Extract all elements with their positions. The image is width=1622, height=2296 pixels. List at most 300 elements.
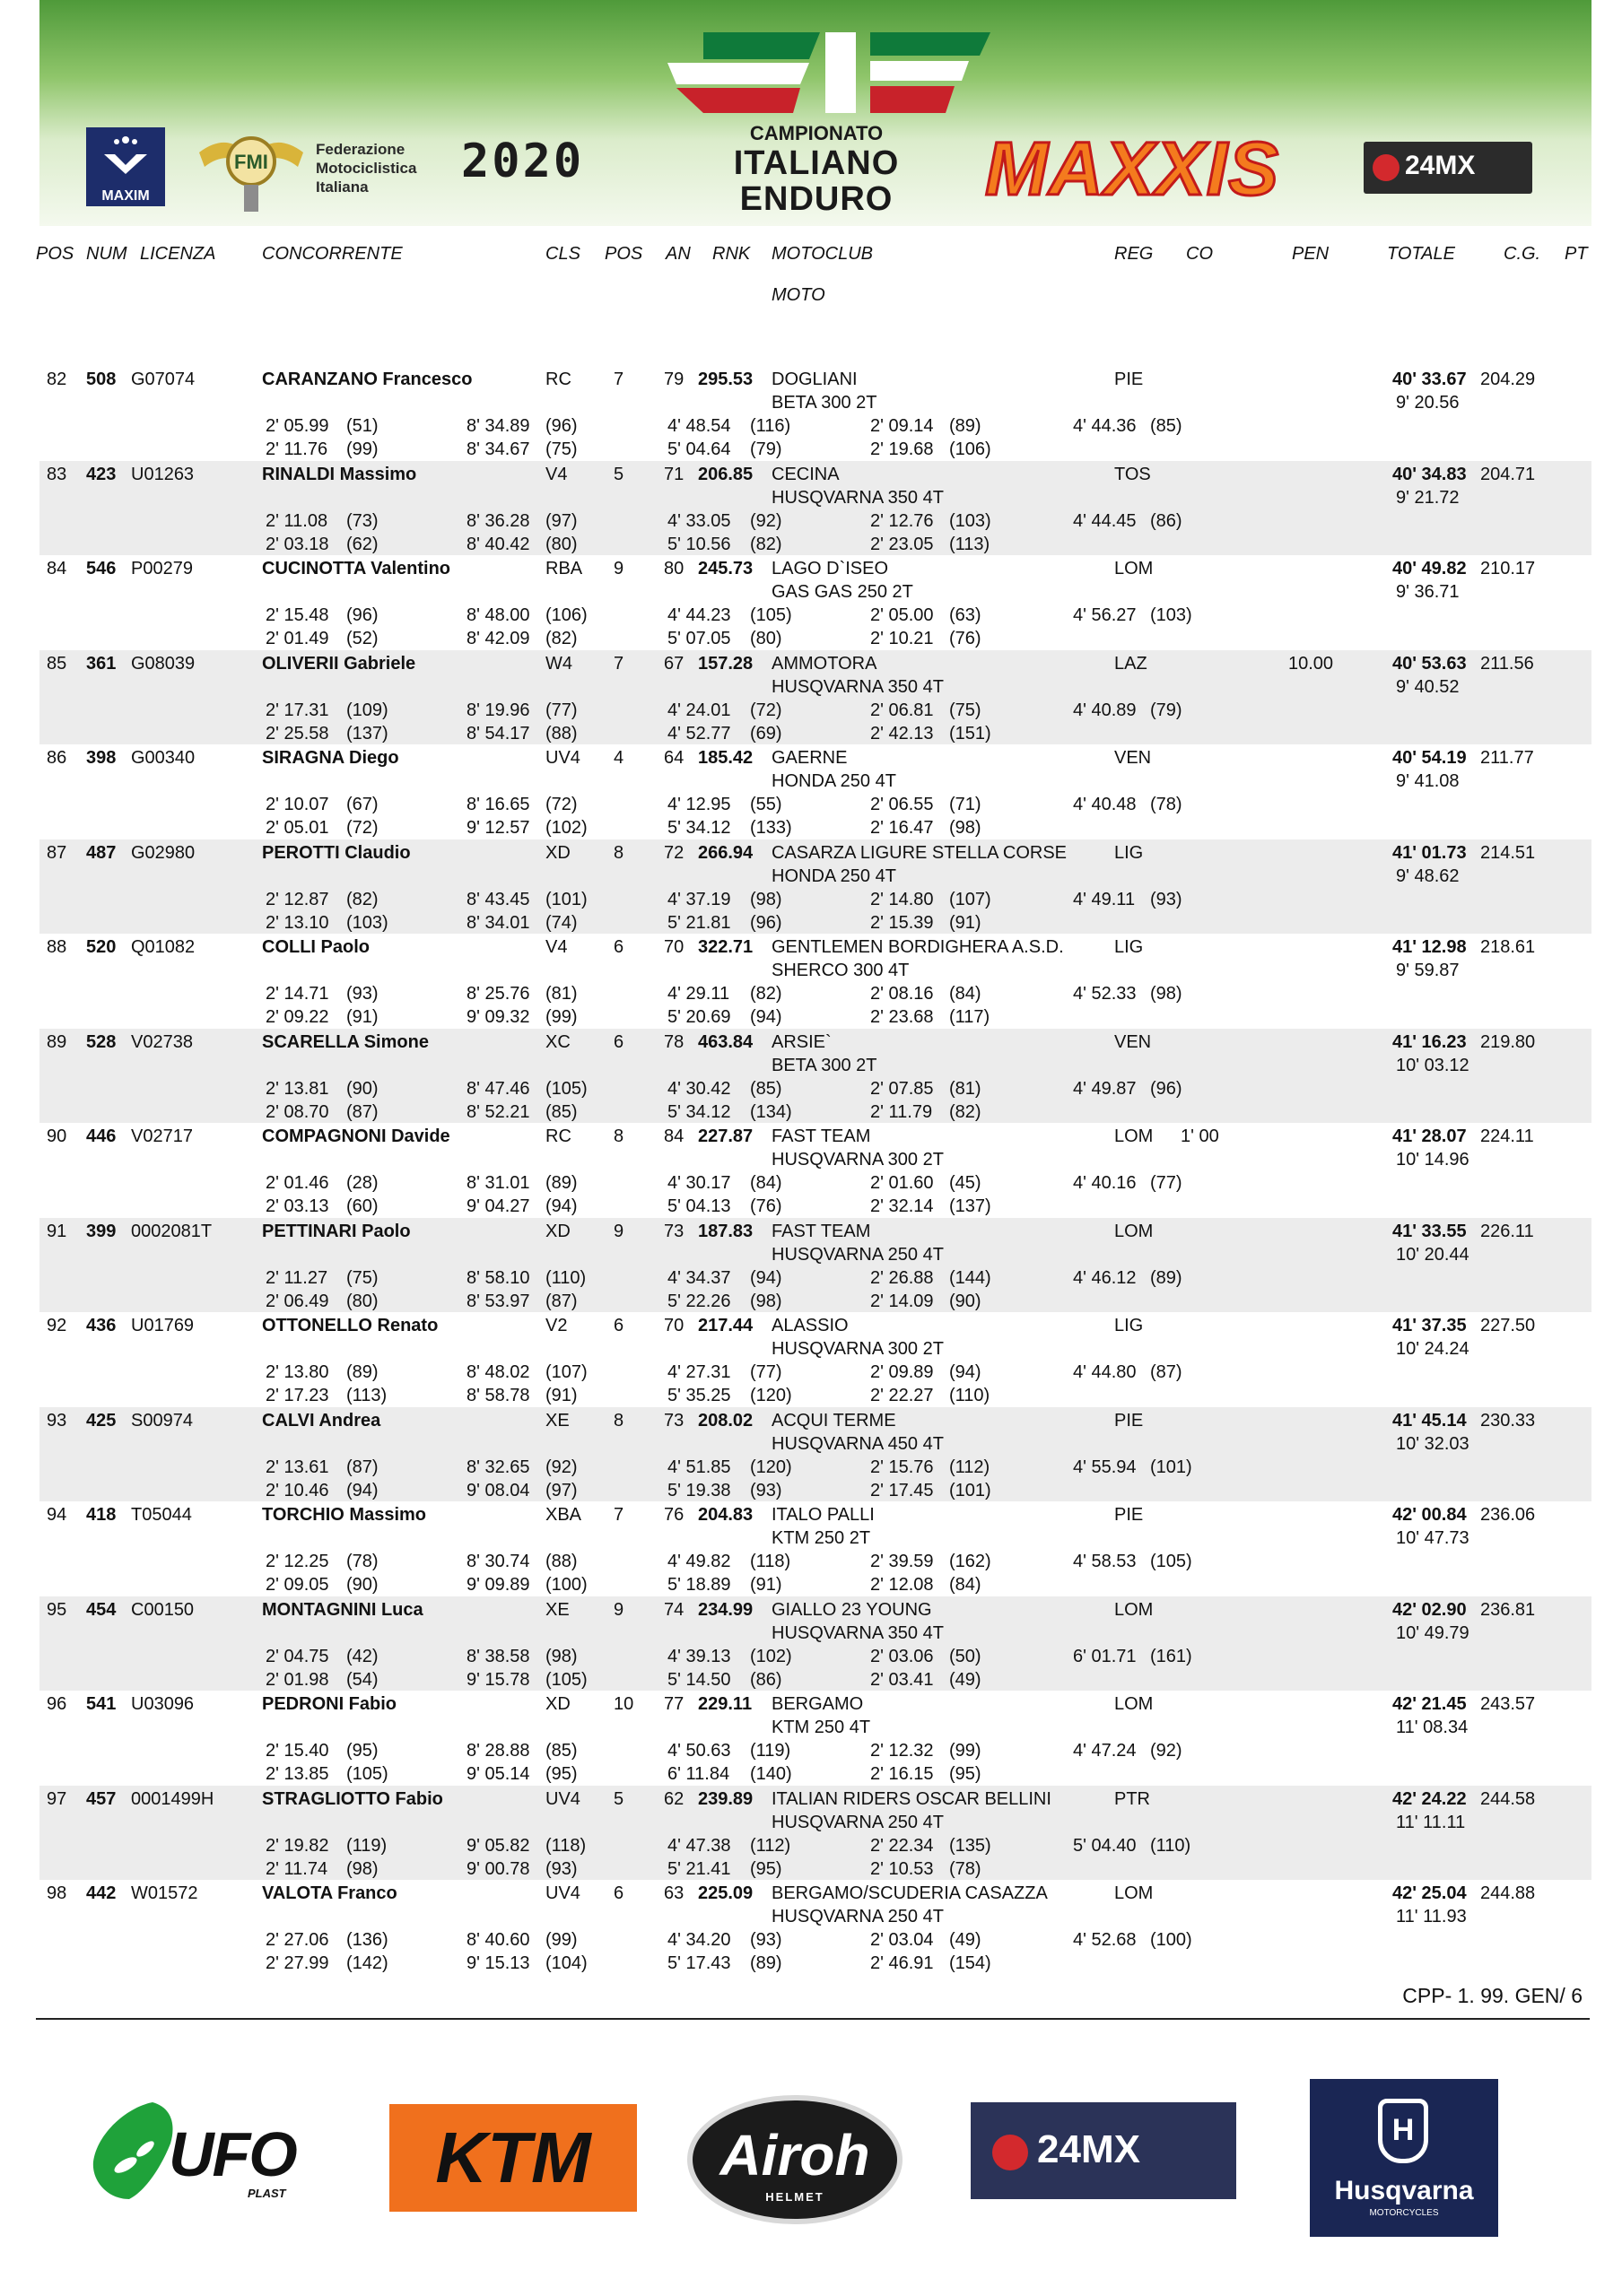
split-rank: (77): [750, 1362, 782, 1382]
motoclub-name: ALASSIO: [772, 1316, 849, 1335]
split-rank: (101): [949, 1480, 991, 1500]
split-rank: (120): [750, 1386, 792, 1405]
split-rank: (84): [750, 1173, 782, 1193]
split-rank: (82): [949, 1101, 981, 1122]
rider-class: XD: [545, 1221, 571, 1241]
split-rank: (112): [750, 1835, 791, 1856]
rider-license: U01769: [131, 1316, 195, 1335]
col-cls: CLS: [545, 244, 580, 264]
rider-name: COMPAGNONI Davide: [262, 1126, 450, 1146]
split-time: 2' 13.10: [266, 912, 329, 933]
split-rank: (99): [949, 1741, 981, 1761]
split-rank: (80): [750, 629, 782, 648]
general-class-points: 243.57: [1480, 1694, 1536, 1714]
rider-position: 94: [47, 1505, 67, 1525]
ranking-points: 266.94: [698, 842, 754, 863]
split-rank: (91): [949, 912, 981, 933]
rider-year: 67: [664, 653, 685, 674]
general-class-points: 218.61: [1480, 937, 1536, 957]
split-rank: (82): [545, 629, 578, 648]
class-position: 8: [614, 1126, 624, 1146]
split-time: 2' 10.21: [870, 629, 934, 648]
split-rank: (51): [346, 416, 379, 436]
total-time: 41' 45.14: [1392, 1410, 1467, 1431]
husqvarna-label: Husqvarna: [1334, 2176, 1474, 2205]
col-num: NUM: [86, 244, 127, 264]
split-rank: (119): [750, 1741, 791, 1761]
total-time: 40' 34.83: [1392, 464, 1467, 484]
split-time: 8' 58.10: [467, 1267, 530, 1288]
split-time: 2' 27.06: [266, 1930, 329, 1950]
ranking-points: 322.71: [698, 937, 754, 957]
rider-number: 361: [86, 653, 117, 674]
split-rank: (103): [346, 912, 388, 933]
split-time: 2' 05.00: [870, 605, 934, 625]
ranking-points: 185.42: [698, 748, 754, 768]
split-rank: (91): [346, 1007, 379, 1027]
gap-to-leader: 10' 49.79: [1396, 1622, 1469, 1643]
motorcycle-model: HUSQVARNA 350 4T: [772, 1622, 944, 1643]
split-time: 8' 36.28: [467, 510, 530, 531]
rider-name: CUCINOTTA Valentino: [262, 559, 450, 578]
split-time: 9' 05.82: [467, 1835, 530, 1856]
rider-class: W4: [545, 653, 572, 674]
split-rank: (98): [1150, 984, 1182, 1004]
split-time: 2' 03.18: [266, 534, 329, 554]
split-time: 2' 13.80: [266, 1362, 329, 1382]
split-time: 5' 34.12: [667, 1101, 731, 1122]
split-time: 2' 15.76: [870, 1457, 934, 1477]
season-year: 2020: [461, 135, 585, 188]
husqvarna-sub-label: MOTORCYCLES: [1369, 2208, 1439, 2218]
rider-year: 70: [664, 1316, 685, 1335]
motoclub-name: GAERNE: [772, 748, 848, 768]
rider-class: V2: [545, 1316, 568, 1335]
split-rank: (75): [545, 439, 578, 459]
airoh-logo: [687, 2095, 903, 2224]
split-rank: (45): [949, 1173, 981, 1193]
split-rank: (105): [346, 1764, 388, 1784]
split-time: 2' 25.58: [266, 723, 329, 744]
split-time: 2' 22.34: [870, 1835, 934, 1856]
split-time: 2' 05.99: [266, 416, 329, 436]
split-rank: (81): [949, 1078, 981, 1099]
split-time: 2' 13.85: [266, 1764, 329, 1784]
gap-to-leader: 9' 36.71: [1396, 582, 1460, 602]
ktm-label: KTM: [435, 2118, 591, 2197]
split-time: 2' 05.01: [266, 818, 329, 838]
split-time: 5' 17.43: [667, 1953, 731, 1973]
rider-year: 84: [664, 1126, 685, 1146]
class-position: 8: [614, 1410, 624, 1431]
rider-name: COLLI Paolo: [262, 937, 370, 957]
motorcycle-model: HUSQVARNA 300 2T: [772, 1339, 944, 1359]
split-rank: (96): [1150, 1078, 1182, 1099]
split-rank: (95): [750, 1858, 782, 1879]
split-rank: (82): [750, 534, 782, 554]
motorcycle-model: KTM 250 4T: [772, 1718, 871, 1737]
split-time: 5' 04.13: [667, 1196, 731, 1216]
general-class-points: 210.17: [1480, 559, 1536, 578]
split-rank: (91): [750, 1575, 782, 1595]
split-rank: (75): [346, 1267, 379, 1288]
split-rank: (72): [545, 795, 578, 814]
24mx-header-label: 24MX: [1405, 151, 1476, 180]
split-rank: (69): [750, 723, 782, 744]
rider-position: 84: [47, 559, 67, 578]
rider-license: U03096: [131, 1694, 195, 1714]
region-code: LOM: [1114, 1126, 1154, 1146]
24mx-footer-logo: [971, 2102, 1236, 2199]
general-class-points: 230.33: [1480, 1410, 1536, 1431]
motorcycle-model: HONDA 250 4T: [772, 771, 896, 791]
ranking-points: 239.89: [698, 1788, 754, 1809]
split-time: 4' 37.19: [667, 889, 731, 909]
split-time: 4' 29.11: [667, 984, 730, 1004]
split-time: 8' 28.88: [467, 1741, 530, 1761]
col-reg: REG: [1114, 244, 1154, 264]
split-time: 2' 12.76: [870, 510, 934, 531]
rider-year: 78: [664, 1031, 685, 1052]
rider-number: 425: [86, 1410, 117, 1431]
split-rank: (137): [949, 1196, 991, 1216]
split-time: 2' 19.82: [266, 1835, 329, 1856]
airoh-label: Airoh: [719, 2123, 870, 2187]
ranking-points: 463.84: [698, 1031, 754, 1052]
split-rank: (134): [750, 1101, 792, 1122]
split-time: 4' 55.94: [1073, 1457, 1137, 1477]
rider-class: UV4: [545, 748, 580, 768]
rider-class: XD: [545, 842, 571, 863]
rider-number: 520: [86, 937, 117, 957]
split-time: 4' 40.89: [1073, 700, 1137, 720]
split-time: 4' 24.01: [667, 700, 731, 720]
rider-year: 76: [664, 1505, 685, 1525]
split-time: 5' 20.69: [667, 1007, 731, 1027]
split-rank: (78): [1150, 795, 1182, 814]
split-rank: (87): [346, 1457, 379, 1477]
rider-license: C00150: [131, 1599, 195, 1620]
split-time: 9' 00.78: [467, 1858, 530, 1879]
split-time: 9' 15.13: [467, 1953, 530, 1973]
split-time: 4' 40.48: [1073, 795, 1137, 814]
split-rank: (99): [545, 1007, 578, 1027]
rider-position: 97: [47, 1788, 67, 1809]
split-rank: (92): [545, 1457, 578, 1477]
split-time: 2' 22.27: [870, 1386, 934, 1405]
class-position: 6: [614, 937, 624, 957]
split-rank: (49): [949, 1669, 981, 1690]
motorcycle-model: SHERCO 300 4T: [772, 961, 910, 980]
split-rank: (90): [346, 1078, 379, 1099]
split-time: 8' 16.65: [467, 795, 530, 814]
split-time: 4' 27.31: [667, 1362, 731, 1382]
split-time: 4' 50.63: [667, 1741, 731, 1761]
total-time: 41' 12.98: [1392, 937, 1467, 957]
split-time: 4' 44.36: [1073, 416, 1137, 436]
total-time: 42' 24.22: [1392, 1788, 1467, 1809]
split-rank: (96): [750, 912, 782, 933]
rider-class: XE: [545, 1599, 570, 1620]
rider-year: 72: [664, 842, 685, 863]
split-time: 2' 12.08: [870, 1575, 934, 1595]
motoclub-name: FAST TEAM: [772, 1221, 871, 1241]
motorcycle-model: HUSQVARNA 300 2T: [772, 1150, 944, 1170]
rider-license: 0001499H: [131, 1788, 214, 1809]
rider-name: TORCHIO Massimo: [262, 1505, 426, 1525]
motoclub-name: GIALLO 23 YOUNG: [772, 1599, 932, 1620]
split-time: 4' 49.11: [1073, 889, 1136, 909]
split-time: 2' 06.81: [870, 700, 934, 720]
col-moto: MOTO: [772, 285, 825, 305]
split-rank: (118): [545, 1835, 587, 1856]
split-time: 4' 49.82: [667, 1552, 731, 1571]
rider-position: 96: [47, 1694, 67, 1714]
class-position: 5: [614, 1788, 624, 1809]
gap-to-leader: 10' 20.44: [1396, 1244, 1469, 1265]
rider-license: S00974: [131, 1410, 193, 1431]
split-rank: (92): [1150, 1741, 1182, 1761]
split-time: 4' 12.95: [667, 795, 731, 814]
split-time: 2' 12.87: [266, 889, 329, 909]
split-rank: (161): [1150, 1646, 1192, 1666]
ranking-points: 157.28: [698, 653, 754, 674]
split-rank: (67): [346, 795, 379, 814]
general-class-points: 227.50: [1480, 1316, 1536, 1335]
rider-name: PEROTTI Claudio: [262, 842, 411, 863]
split-rank: (93): [750, 1930, 782, 1950]
husqvarna-crown-icon: H: [1378, 2099, 1428, 2163]
federation-line-1: Federazione: [316, 141, 406, 158]
ranking-points: 234.99: [698, 1599, 754, 1620]
split-rank: (99): [545, 1930, 578, 1950]
split-time: 4' 52.33: [1073, 984, 1137, 1004]
split-rank: (106): [545, 605, 588, 625]
split-rank: (77): [1150, 1173, 1182, 1193]
class-position: 8: [614, 842, 624, 863]
general-class-points: 211.56: [1480, 653, 1534, 674]
split-time: 2' 09.89: [870, 1362, 934, 1382]
split-rank: (91): [545, 1386, 578, 1405]
motorcycle-model: BETA 300 2T: [772, 1055, 877, 1075]
motorcycle-model: GAS GAS 250 2T: [772, 582, 913, 602]
page-code: CPP- 1. 99. GEN/ 6: [1402, 1984, 1583, 2007]
championship-title: [709, 122, 924, 217]
ufo-plast-logo: [90, 2099, 296, 2211]
split-rank: (94): [750, 1267, 782, 1288]
motoclub-name: ITALIAN RIDERS OSCAR BELLINI: [772, 1788, 1051, 1809]
split-rank: (96): [545, 416, 578, 436]
split-time: 8' 43.45: [467, 889, 530, 909]
split-rank: (137): [346, 723, 388, 744]
split-rank: (84): [949, 1575, 981, 1595]
region-code: PTR: [1114, 1788, 1150, 1809]
split-rank: (100): [545, 1575, 588, 1595]
split-time: 4' 48.54: [667, 416, 731, 436]
rider-name: RINALDI Massimo: [262, 464, 417, 484]
split-time: 5' 04.40: [1073, 1835, 1137, 1856]
split-time: 4' 44.45: [1073, 510, 1137, 531]
split-rank: (85): [545, 1101, 578, 1122]
motorcycle-model: HUSQVARNA 250 4T: [772, 1244, 944, 1265]
col-co: CO: [1186, 244, 1213, 264]
split-rank: (77): [545, 700, 578, 720]
rider-name: MONTAGNINI Luca: [262, 1599, 423, 1620]
split-rank: (80): [545, 534, 578, 554]
maxim-logo: [86, 127, 165, 206]
split-time: 9' 12.57: [467, 818, 530, 838]
split-rank: (80): [346, 1291, 379, 1311]
split-time: 2' 11.79: [870, 1101, 933, 1122]
split-rank: (93): [346, 984, 379, 1004]
split-rank: (89): [949, 416, 981, 436]
motorcycle-model: HUSQVARNA 250 4T: [772, 1907, 944, 1926]
split-rank: (78): [346, 1552, 379, 1571]
split-time: 2' 08.70: [266, 1101, 329, 1122]
split-time: 2' 42.13: [870, 723, 934, 744]
split-rank: (120): [750, 1457, 792, 1477]
split-time: 2' 07.85: [870, 1078, 934, 1099]
motoclub-name: LAGO D`ISEO: [772, 559, 889, 578]
maxim-emblem-icon: [86, 127, 165, 185]
class-position: 4: [614, 748, 624, 768]
split-rank: (98): [949, 818, 981, 838]
split-rank: (84): [949, 984, 981, 1004]
rider-year: 73: [664, 1410, 685, 1431]
split-rank: (87): [1150, 1362, 1182, 1382]
rider-position: 89: [47, 1031, 67, 1052]
split-time: 8' 54.17: [467, 723, 530, 744]
col-an: AN: [666, 244, 691, 264]
split-rank: (82): [750, 984, 782, 1004]
split-time: 2' 10.46: [266, 1480, 329, 1500]
split-rank: (94): [949, 1362, 981, 1382]
split-time: 4' 52.68: [1073, 1930, 1137, 1950]
split-rank: (101): [1150, 1457, 1192, 1477]
motoclub-name: AMMOTORA: [772, 653, 877, 674]
col-cg: C.G.: [1504, 244, 1541, 264]
region-code: VEN: [1114, 748, 1152, 768]
split-rank: (154): [949, 1953, 991, 1973]
split-time: 2' 46.91: [870, 1953, 934, 1973]
split-rank: (104): [545, 1953, 588, 1973]
split-time: 2' 12.32: [870, 1741, 934, 1761]
split-rank: (42): [346, 1646, 379, 1666]
rider-number: 508: [86, 370, 117, 389]
region-code: LOM: [1114, 1221, 1154, 1241]
split-time: 8' 47.46: [467, 1078, 530, 1099]
split-time: 5' 10.56: [667, 534, 731, 554]
total-time: 42' 21.45: [1392, 1694, 1467, 1714]
class-position: 7: [614, 1505, 624, 1525]
rider-class: XE: [545, 1410, 570, 1431]
gap-to-leader: 11' 11.93: [1396, 1907, 1467, 1926]
rider-number: 446: [86, 1126, 117, 1146]
total-time: 41' 37.35: [1392, 1316, 1467, 1335]
class-position: 5: [614, 464, 624, 484]
split-rank: (85): [750, 1078, 782, 1099]
general-class-points: 204.29: [1480, 370, 1536, 389]
rider-license: Q01082: [131, 937, 196, 957]
split-time: 5' 34.12: [667, 818, 731, 838]
col-pos: POS: [36, 244, 74, 264]
rider-position: 82: [47, 370, 67, 389]
split-time: 8' 42.09: [467, 629, 530, 648]
gap-to-leader: 9' 21.72: [1396, 487, 1460, 508]
split-time: 2' 39.59: [870, 1552, 934, 1571]
rider-license: P00279: [131, 559, 193, 578]
split-rank: (78): [949, 1858, 981, 1879]
split-rank: (140): [750, 1764, 792, 1784]
rider-position: 90: [47, 1126, 67, 1146]
split-rank: (94): [346, 1480, 379, 1500]
motoclub-name: ARSIE`: [772, 1031, 832, 1052]
split-rank: (79): [1150, 700, 1182, 720]
gap-to-leader: 10' 03.12: [1396, 1055, 1469, 1075]
split-rank: (85): [1150, 416, 1182, 436]
rider-position: 91: [47, 1221, 67, 1241]
split-rank: (60): [346, 1196, 379, 1216]
rider-number: 546: [86, 559, 117, 578]
split-rank: (135): [949, 1835, 991, 1856]
split-time: 2' 11.74: [266, 1858, 328, 1879]
split-time: 2' 09.22: [266, 1007, 329, 1027]
split-time: 8' 34.67: [467, 439, 530, 459]
split-rank: (113): [949, 534, 990, 554]
col-licenza: LICENZA: [140, 244, 216, 264]
split-time: 8' 31.01: [467, 1173, 530, 1193]
region-code: PIE: [1114, 1505, 1144, 1525]
motorcycle-model: HUSQVARNA 350 4T: [772, 487, 944, 508]
split-rank: (105): [545, 1669, 588, 1690]
split-rank: (97): [545, 510, 578, 531]
ranking-points: 245.73: [698, 559, 754, 578]
rider-class: XBA: [545, 1505, 582, 1525]
split-rank: (93): [545, 1858, 578, 1879]
rider-position: 98: [47, 1883, 67, 1903]
total-time: 41' 01.73: [1392, 842, 1467, 863]
split-rank: (98): [750, 1291, 782, 1311]
split-rank: (133): [750, 818, 792, 838]
split-rank: (113): [346, 1386, 388, 1405]
rider-number: 541: [86, 1694, 117, 1714]
col-cls-pos: POS: [605, 244, 643, 264]
split-time: 2' 11.27: [266, 1267, 328, 1288]
motorcycle-model: HUSQVARNA 350 4T: [772, 676, 944, 697]
split-rank: (106): [949, 439, 991, 459]
total-time: 40' 53.63: [1392, 653, 1467, 674]
rider-name: PEDRONI Fabio: [262, 1694, 397, 1714]
split-time: 2' 26.88: [870, 1267, 934, 1288]
split-rank: (55): [750, 795, 782, 814]
class-position: 6: [614, 1316, 624, 1335]
split-rank: (162): [949, 1552, 991, 1571]
championship-line-1: CAMPIONATO: [749, 122, 884, 144]
split-rank: (110): [1150, 1835, 1191, 1856]
gap-to-leader: 9' 40.52: [1396, 676, 1460, 697]
region-code: LIG: [1114, 937, 1144, 957]
region-code: PIE: [1114, 370, 1144, 389]
split-rank: (54): [346, 1669, 379, 1690]
rider-number: 528: [86, 1031, 117, 1052]
split-time: 2' 11.08: [266, 510, 328, 531]
rider-number: 442: [86, 1883, 117, 1903]
split-rank: (98): [346, 1858, 379, 1879]
split-time: 9' 09.32: [467, 1007, 530, 1027]
split-time: 9' 09.89: [467, 1575, 530, 1595]
split-time: 4' 40.16: [1073, 1173, 1137, 1193]
rider-position: 87: [47, 842, 67, 863]
